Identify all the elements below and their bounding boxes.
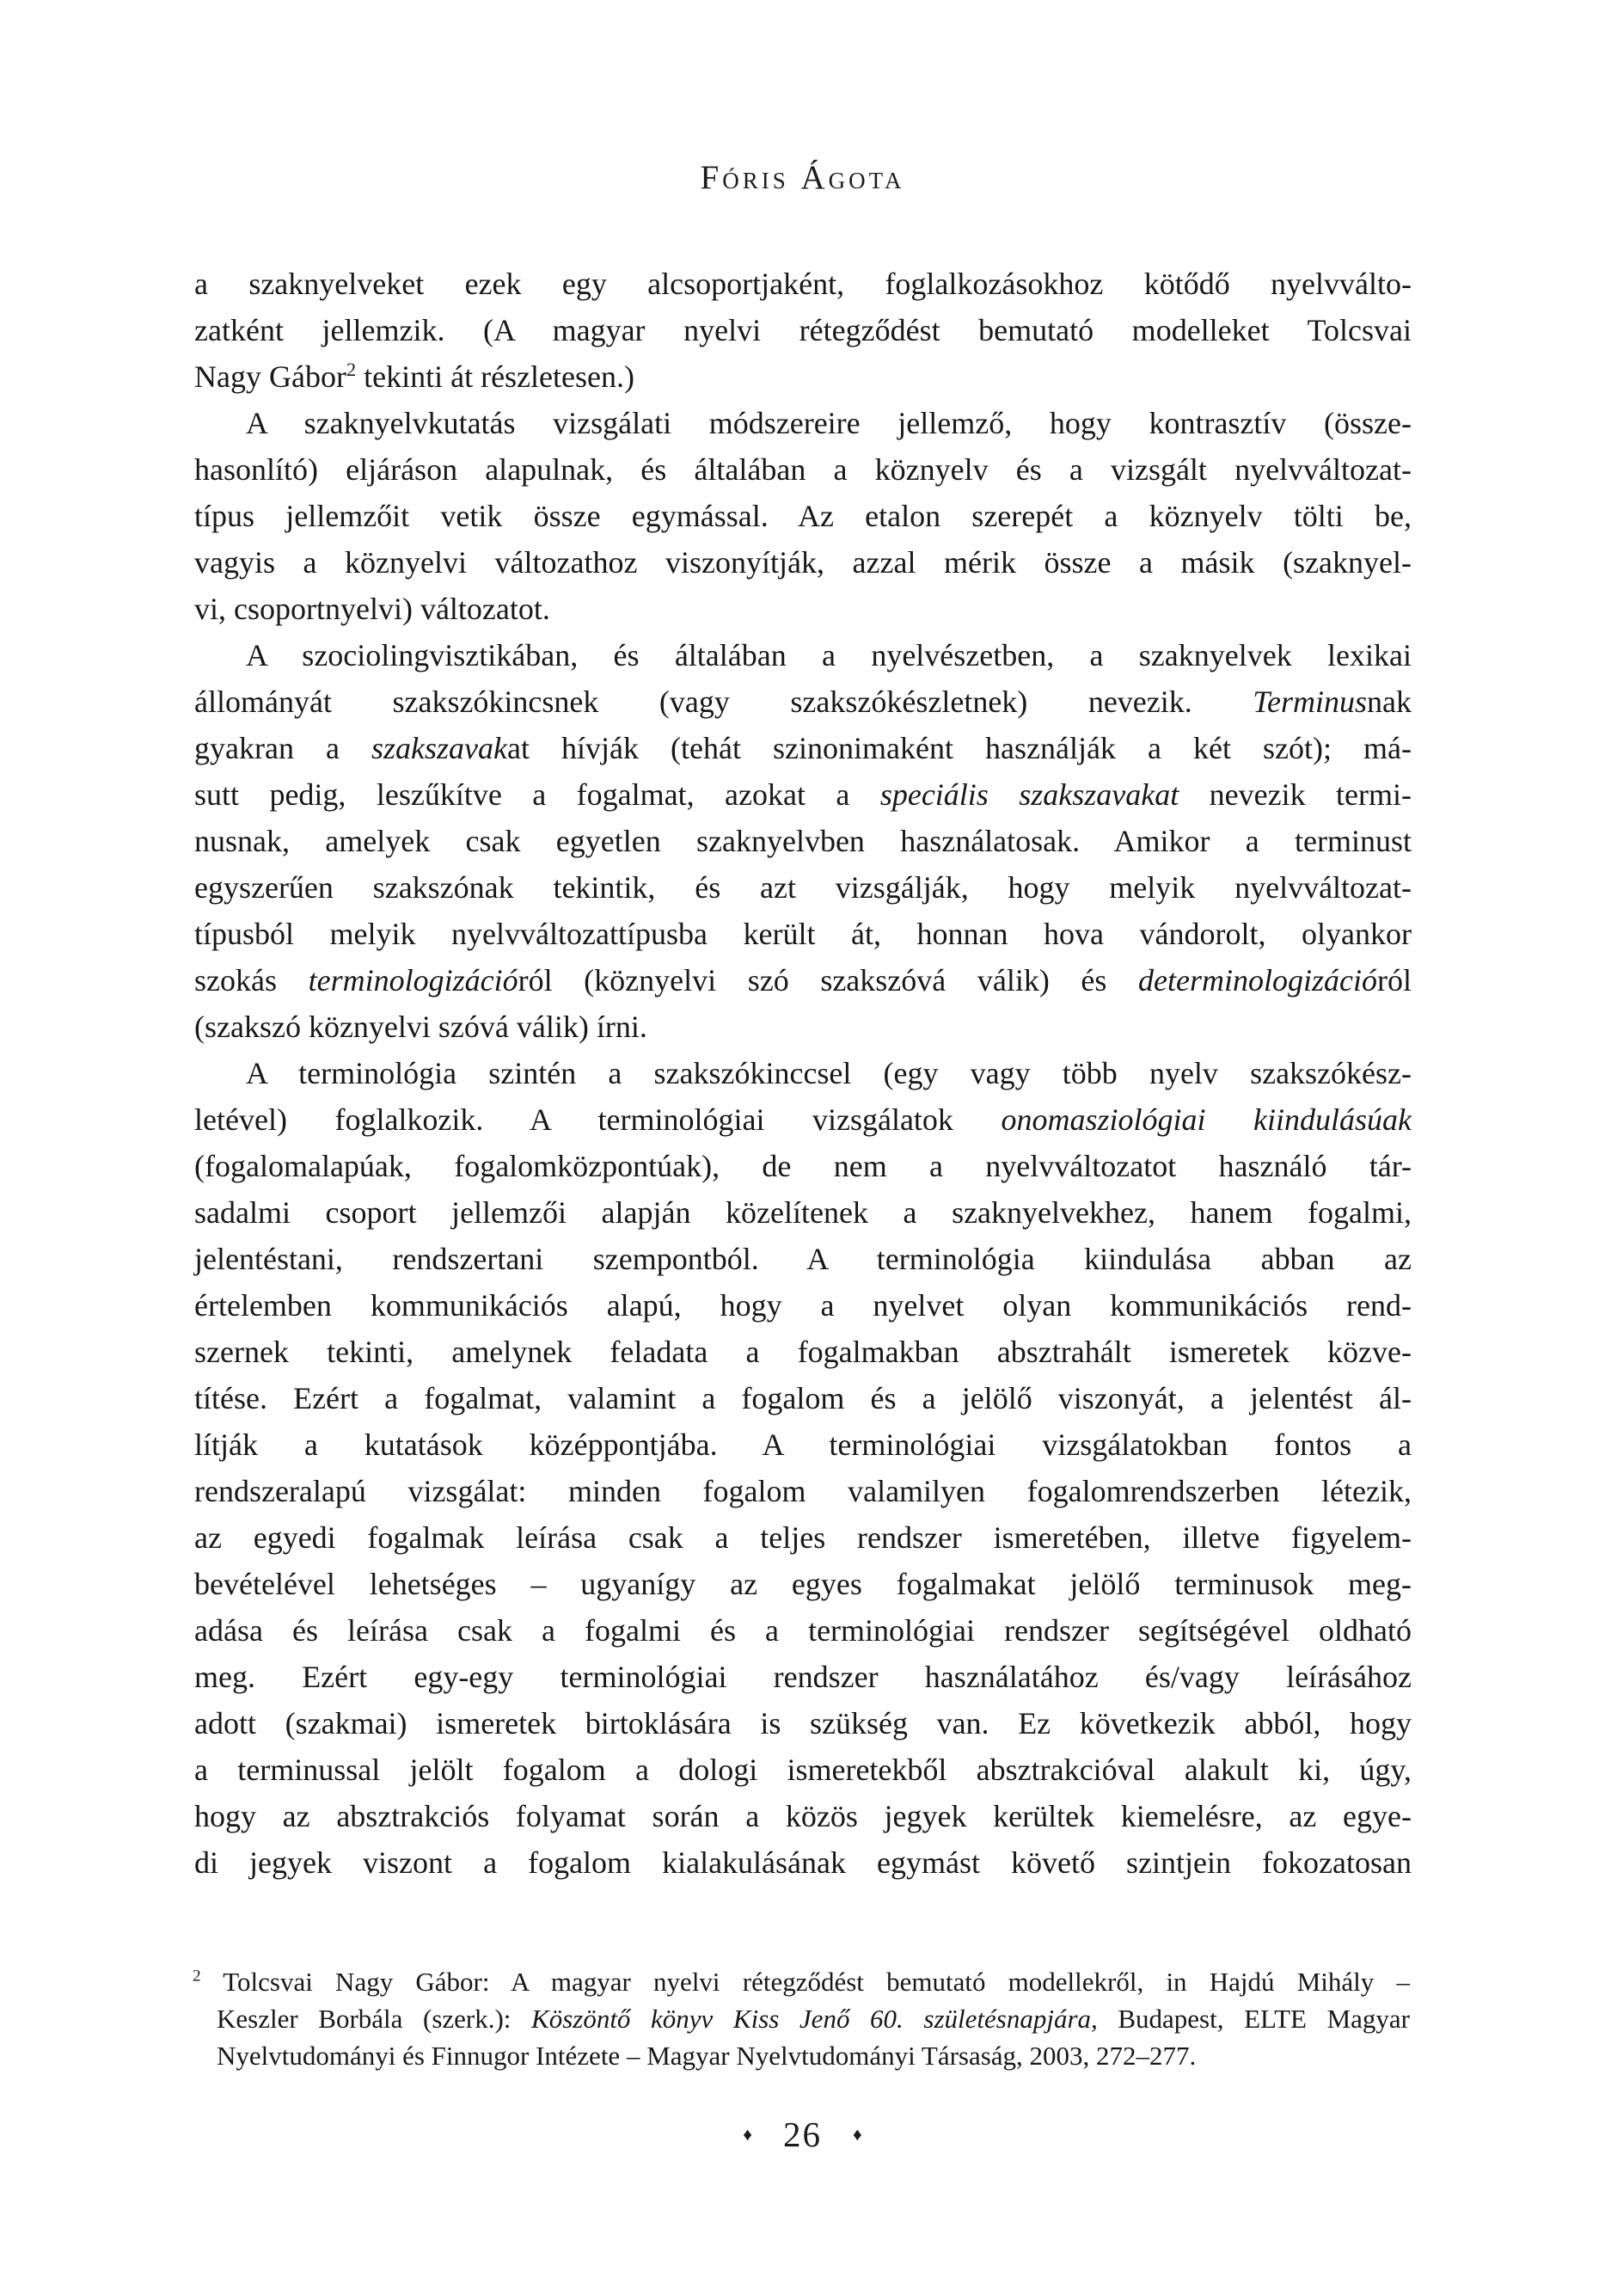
text-line [194,1421,1412,1468]
text-segment: vagyis a köznyelvi változathoz viszonyítják, azzal mérik össze a másik (szaknyel- [194,545,1412,580]
text-segment: Keszler Borbála (szerk.): [217,2004,532,2034]
text-segment: rendszeralapú vizsgálat: minden fogalom valamilyen fogalomrendszerben létezik, [194,1474,1412,1508]
text-line [194,1561,1412,1607]
text-line [193,1963,1410,2000]
text-line [194,864,1412,911]
text-line [194,539,1412,586]
text-segment: Budapest, ELTE Magyar [1097,2004,1410,2034]
italic-text: terminologizáció [308,963,518,998]
page-footer [0,2114,1605,2155]
text-segment: sadalmi csoport jellemzői alapján közelítenek a szaknyelvekhez, hanem fogalmi, [194,1195,1412,1230]
footnote [193,1963,1410,2074]
italic-text: determinologizáció [1138,963,1377,998]
text-segment: adása és leírása csak a fogalmi és a terminológiai rendszer segítségével oldható [194,1613,1412,1648]
footer-ornament-left-icon: ♦ [743,2124,752,2145]
text-line [194,1607,1412,1654]
text-line [194,353,1412,400]
text-segment: hogy az absztrakciós folyamat során a közös jegyek kerültek kiemelésre, az egye- [194,1799,1412,1833]
text-line [194,1514,1412,1561]
text-segment: állományát szakszókincsnek (vagy szakszókészletnek) nevezik. [194,685,1253,719]
text-segment: tekinti át részletesen.) [356,359,634,394]
text-segment: Tolcsvai Nagy Gábor: A magyar nyelvi rétegződést bemutató modellekről, in Hajdú Mihály – [200,1967,1410,1997]
text-line [194,400,1412,446]
footer-ornament-right-icon: ♦ [853,2124,862,2145]
text-segment: nusnak, amelyek csak egyetlen szaknyelvben használatosak. Amikor a terminust [194,824,1412,858]
text-line [194,1793,1412,1839]
text-segment: típus jellemzőit vetik össze egymással. Az etalon szerepét a köznyelv tölti be, [194,499,1412,533]
text-line [194,1375,1412,1421]
text-segment: A terminológia szintén a szakszókinccsel (egy vagy több nyelv szakszókész- [246,1056,1412,1090]
text-line [194,725,1412,771]
text-segment: jelentéstani, rendszertani szempontból. A terminológia kiindulása abban az [194,1242,1412,1276]
text-segment: típusból melyik nyelvváltozattípusba került át, honnan hova vándorolt, olyankor [194,917,1412,951]
paragraph [194,1050,1412,1886]
text-segment: lítják a kutatások középpontjába. A terminológiai vizsgálatokban fontos a [194,1427,1412,1462]
text-line [194,493,1412,539]
running-header-author: Fóris Ágota [700,159,905,196]
text-segment: (szakszó köznyelvi szóvá válik) írni. [194,1010,647,1044]
superscript-marker: 2 [193,1967,201,1986]
text-line [194,911,1412,957]
text-line [194,1700,1412,1747]
text-segment: meg. Ezért egy-egy terminológiai rendszer használatához és/vagy leírásához [194,1660,1412,1694]
page-number: 26 [783,2115,822,2154]
text-line [194,818,1412,864]
text-segment: egyszerűen szakszónak tekintik, és azt vizsgálják, hogy melyik nyelvváltozat- [194,870,1412,905]
italic-text: Köszöntő könyv Kiss Jenő 60. születésnapjára, [531,2004,1098,2034]
text-segment: szokás [194,963,309,998]
text-segment: szernek tekinti, amelynek feladata a fogalmakban absztrahált ismeretek közve- [194,1335,1412,1369]
text-segment: a terminussal jelölt fogalom a dologi ismeretekből absztrakcióval alakult ki, úgy, [194,1753,1412,1787]
text-segment: nak [1367,685,1412,719]
text-segment: A szaknyelvkutatás vizsgálati módszereire jellemző, hogy kontrasztív (össze- [246,406,1412,440]
italic-text: speciális szakszavakat [879,777,1179,812]
text-line [193,2000,1410,2037]
text-segment: a szaknyelveket ezek egy alcsoportjaként, foglalkozásokhoz kötődő nyelvválto- [194,267,1412,301]
text-segment: hasonlító) eljáráson alapulnak, és általában a köznyelv és a vizsgált nyelvváltozat- [194,452,1412,487]
text-segment: A szociolingvisztikában, és általában a nyelvészetben, a szaknyelvek lexikai [246,638,1412,672]
italic-text: szakszavak [371,731,507,765]
text-line [194,1050,1412,1096]
text-line [194,1189,1412,1236]
text-line [194,446,1412,493]
text-segment: ról (köznyelvi szó szakszóvá válik) és [518,963,1139,998]
text-line [194,1282,1412,1329]
paragraph [194,632,1412,1050]
text-line [194,307,1412,353]
text-segment: zatként jellemzik. (A magyar nyelvi rétegződést bemutató modelleket Tolcsvai [194,313,1412,347]
paragraph [194,400,1412,632]
text-line [194,586,1412,632]
text-segment: adott (szakmai) ismeretek birtoklására is szükség van. Ez következik abból, hogy [194,1706,1412,1740]
text-segment: értelemben kommunikációs alapú, hogy a nyelvet olyan kommunikációs rend- [194,1288,1412,1323]
text-segment: Nyelvtudományi és Finnugor Intézete – Magyar Nyelvtudományi Társaság, 2003, 272–277. [217,2041,1197,2071]
text-line [194,1839,1412,1886]
text-line [193,2037,1410,2074]
text-line [194,1747,1412,1793]
text-segment: nevezik termi- [1179,777,1412,812]
text-line [194,1143,1412,1189]
text-line [194,1096,1412,1143]
text-segment: gyakran a [194,731,371,765]
italic-text: Terminus [1253,685,1368,719]
text-segment: ról [1377,963,1412,998]
text-segment: vi, csoportnyelvi) változatot. [194,592,550,626]
paragraph [194,261,1412,400]
text-line [194,632,1412,678]
text-segment: az egyedi fogalmak leírása csak a teljes rendszer ismeretében, illetve figyelem- [194,1520,1412,1555]
text-line [194,957,1412,1004]
text-line [194,678,1412,725]
text-segment: sutt pedig, leszűkítve a fogalmat, azokat a [194,777,880,812]
text-line [194,771,1412,818]
text-line [194,1004,1412,1050]
text-line [194,1236,1412,1282]
text-segment: bevételével lehetséges – ugyanígy az egyes fogalmakat jelölő terminusok meg- [194,1567,1412,1601]
text-line [194,261,1412,307]
text-segment: at hívják (tehát szinonimaként használják a két szót); má- [506,731,1412,765]
text-segment: Nagy Gábor [194,359,346,394]
text-line [194,1329,1412,1375]
text-line [194,1654,1412,1700]
text-segment: (fogalomalapúak, fogalomközpontúak), de nem a nyelvváltozatot használó tár- [194,1149,1412,1183]
superscript-marker: 2 [346,359,357,380]
text-segment: letével) foglalkozik. A terminológiai vizsgálatok [194,1102,1002,1137]
text-line [194,1468,1412,1514]
text-segment: di jegyek viszont a fogalom kialakulásának egymást követő szintjein fokozatosan [194,1845,1412,1880]
italic-text: onomasziológiai kiindulásúak [1001,1102,1412,1137]
body-text [194,261,1412,1886]
text-segment: títése. Ezért a fogalmat, valamint a fogalom és a jelölő viszonyát, a jelentést ál- [194,1381,1412,1415]
